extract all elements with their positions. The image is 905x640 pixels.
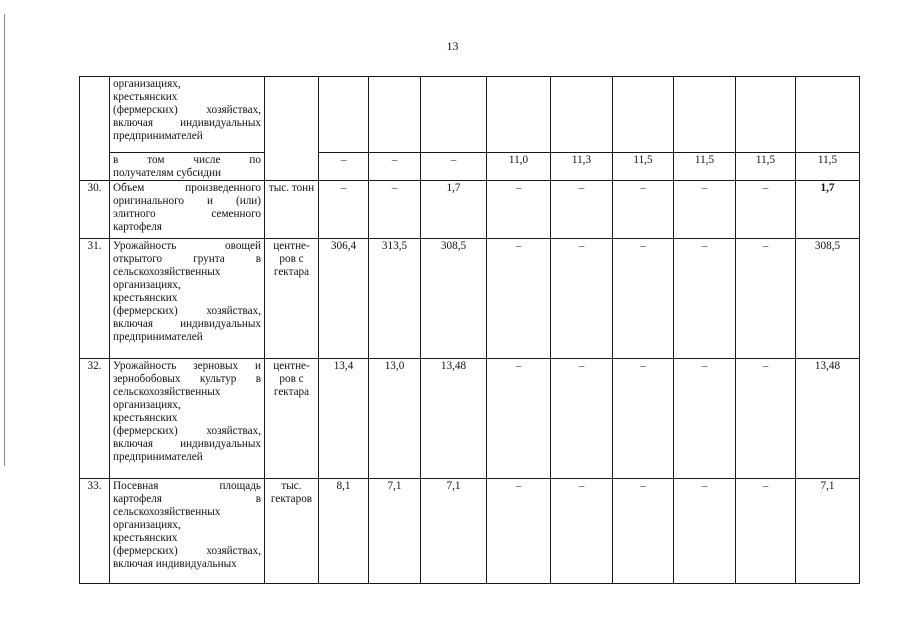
indicator-name-line: Урожайность зерновых и [113, 360, 261, 372]
unit-cell [265, 77, 319, 153]
indicator-name-line: предпринимателей [113, 331, 203, 343]
indicator-name-line: элитного семенного [113, 208, 261, 220]
value-cell: – [674, 359, 736, 479]
indicator-name-line: крестьянских [113, 292, 178, 304]
row-number: 31. [80, 239, 110, 359]
unit-cell: центне-ров с гектара [265, 239, 319, 359]
indicator-name-line: организациях, [113, 399, 181, 411]
value-cell: 11,5 [613, 153, 674, 181]
row-number [80, 77, 110, 153]
value-cell: 308,5 [796, 239, 860, 359]
value-cell: 13,48 [796, 359, 860, 479]
table-row [80, 479, 860, 584]
indicator-name [110, 479, 265, 584]
indicator-name-line: (фермерских) хозяйствах, [113, 104, 261, 116]
value-cell: – [674, 239, 736, 359]
unit-cell: тыс. тонн [265, 181, 319, 239]
value-cell: – [736, 239, 796, 359]
indicator-name-line: Объем произведенного [113, 182, 261, 194]
indicator-name [110, 77, 265, 153]
value-cell: – [487, 479, 551, 584]
value-cell: 13,0 [369, 359, 421, 479]
row-number: 33. [80, 479, 110, 584]
indicator-name-line: включая индивидуальных [113, 558, 237, 570]
value-cell: – [613, 181, 674, 239]
value-cell: – [674, 479, 736, 584]
value-cell: 308,5 [421, 239, 487, 359]
value-cell: 13,48 [421, 359, 487, 479]
value-cell [613, 77, 674, 153]
value-cell [421, 77, 487, 153]
indicator-name-line: картофеля в [113, 493, 261, 505]
value-cell: 306,4 [319, 239, 369, 359]
indicator-name-line: включая индивидуальных [113, 318, 261, 330]
indicator-name-line: картофеля [113, 221, 162, 233]
value-cell [487, 77, 551, 153]
indicator-name-line: предпринимателей [113, 130, 203, 142]
value-cell: 7,1 [369, 479, 421, 584]
value-cell: 7,1 [421, 479, 487, 584]
value-cell: – [487, 181, 551, 239]
indicator-name-line: включая индивидуальных [113, 438, 261, 450]
value-cell: – [736, 479, 796, 584]
value-cell: – [319, 153, 369, 181]
row-number: 30. [80, 181, 110, 239]
value-cell: – [319, 181, 369, 239]
value-cell: 11,5 [796, 153, 860, 181]
indicator-name-line: Посевная площадь [113, 480, 261, 492]
indicator-name-line: включая индивидуальных [113, 117, 261, 129]
value-cell [796, 77, 860, 153]
table-row [80, 77, 860, 153]
value-cell: – [551, 239, 613, 359]
row-number [80, 153, 110, 181]
value-cell: – [736, 359, 796, 479]
scan-edge-line [4, 14, 5, 466]
indicator-name-line: (фермерских) хозяйствах, [113, 305, 261, 317]
value-cell: 13,4 [319, 359, 369, 479]
value-cell: 11,0 [487, 153, 551, 181]
value-cell: 1,7 [796, 181, 860, 239]
value-cell: 11,5 [736, 153, 796, 181]
value-cell: – [487, 359, 551, 479]
table-row [80, 181, 860, 239]
table-row [80, 153, 860, 181]
value-cell [674, 77, 736, 153]
value-cell: 1,7 [421, 181, 487, 239]
value-cell: 313,5 [369, 239, 421, 359]
indicator-name-line: Урожайность овощей [113, 240, 261, 252]
indicator-name-line: предпринимателей [113, 451, 203, 463]
value-cell: – [613, 239, 674, 359]
indicator-name-line: (фермерских) хозяйствах, [113, 425, 261, 437]
indicators-table [79, 76, 860, 584]
value-cell: – [613, 479, 674, 584]
indicator-name [110, 181, 265, 239]
value-cell: – [487, 239, 551, 359]
indicator-name-line: сельскохозяйственных [113, 266, 221, 278]
indicator-name-line: в том числе по [113, 154, 261, 166]
value-cell [319, 77, 369, 153]
indicator-name [110, 359, 265, 479]
indicator-name [110, 239, 265, 359]
indicator-name-line: крестьянских [113, 91, 178, 103]
indicator-name-line: организациях, [113, 519, 181, 531]
value-cell [551, 77, 613, 153]
table-row [80, 239, 860, 359]
indicator-name-line: (фермерских) хозяйствах, [113, 545, 261, 557]
value-cell: – [551, 181, 613, 239]
indicator-name-line: получателям субсидии [113, 167, 221, 179]
unit-cell: тыс. гектаров [265, 479, 319, 584]
indicator-name-line: организациях, [113, 279, 181, 291]
value-cell: 8,1 [319, 479, 369, 584]
value-cell: – [674, 181, 736, 239]
value-cell: – [551, 359, 613, 479]
indicator-name-line: зернобобовых культур в [113, 373, 261, 385]
unit-cell [265, 153, 319, 181]
indicator-name-line: оригинального и (или) [113, 195, 261, 207]
indicator-name-line: крестьянских [113, 412, 178, 424]
indicator-name-line: сельскохозяйственных [113, 506, 221, 518]
value-cell: 11,3 [551, 153, 613, 181]
indicator-name-line: сельскохозяйственных [113, 386, 221, 398]
indicator-name [110, 153, 265, 181]
value-cell: 11,5 [674, 153, 736, 181]
indicator-name-line: организациях, [113, 78, 181, 90]
page-number: 13 [446, 39, 459, 53]
value-cell: – [551, 479, 613, 584]
table-row [80, 359, 860, 479]
value-cell: – [369, 181, 421, 239]
value-cell: – [369, 153, 421, 181]
value-cell: – [421, 153, 487, 181]
value-cell: – [613, 359, 674, 479]
table-body [80, 77, 860, 584]
value-cell: 7,1 [796, 479, 860, 584]
indicator-name-line: открытого грунта в [113, 253, 261, 265]
value-cell [369, 77, 421, 153]
indicator-name-line: крестьянских [113, 532, 178, 544]
unit-cell: центне-ров с гектара [265, 359, 319, 479]
row-number: 32. [80, 359, 110, 479]
value-cell: – [736, 181, 796, 239]
value-cell [736, 77, 796, 153]
